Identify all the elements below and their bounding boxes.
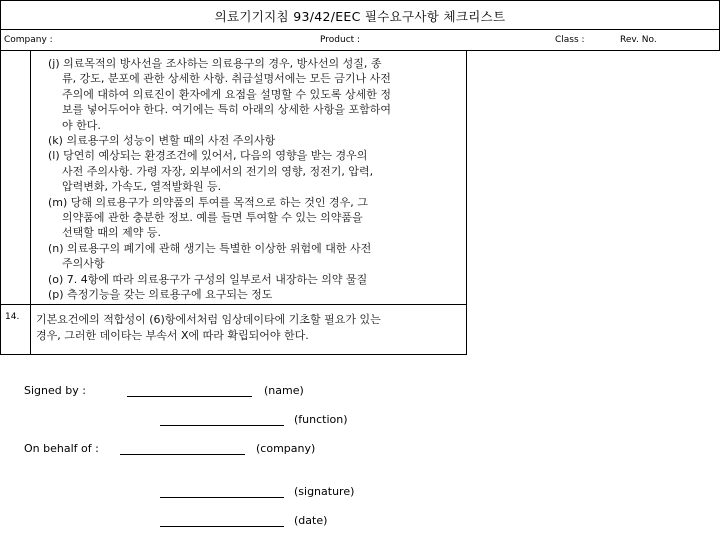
section-13-line-12: 선택할 때의 제약 등. xyxy=(62,226,161,240)
class-label: Class : xyxy=(555,35,585,45)
function-caption: (function) xyxy=(294,413,348,426)
name-line[interactable] xyxy=(127,396,252,397)
section-13-line-10: (m) 당해 의료용구가 의약품의 투여를 목적으로 하는 것인 경우, 그 xyxy=(48,195,368,209)
section-13-line-1: (j) 의료목적의 방사선을 조사하는 의료용구의 경우, 방사선의 성질, 종 xyxy=(48,57,382,70)
company-caption: (company) xyxy=(256,442,316,455)
table-text-column-divider xyxy=(466,50,467,355)
table-bottom-border xyxy=(0,354,467,355)
section-13-line-15: (o) 7. 4항에 따라 의료용구가 구성의 일부로서 내장하는 의약 물질 xyxy=(48,272,368,286)
section-13-line-3: 주의에 대하여 의료진이 환자에게 요점을 설명할 수 있도록 상세한 정 xyxy=(62,87,391,101)
product-label: Product : xyxy=(320,35,361,45)
table-number-column-divider xyxy=(30,50,31,355)
date-line[interactable] xyxy=(160,526,284,527)
section-13-line-9: 압력변화, 가속도, 열적발화원 등. xyxy=(62,180,222,194)
section-13-line-8: 사전 주의사항. 가령 자장, 외부에서의 전기의 영향, 정전기, 압력, xyxy=(62,164,374,178)
section-13-line-2: 류, 강도, 분포에 관한 상세한 사항. 취급설명서에는 모든 금기나 사전 xyxy=(62,72,391,86)
name-caption: (name) xyxy=(264,384,304,397)
section-14-line-1: 기본요건에의 적합성이 (6)항에서처럼 임상데이타에 기초할 필요가 있는 xyxy=(36,313,381,326)
section-13-line-11: 의약품에 관한 충분한 정보. 예를 들면 투여할 수 있는 의약품을 xyxy=(62,211,363,224)
section-14-number: 14. xyxy=(5,312,20,322)
page-title: 의료기기지침 93/42/EEC 필수요구사항 체크리스트 xyxy=(214,9,506,24)
company-label: Company : xyxy=(4,35,53,45)
section-13-line-13: (n) 의료용구의 폐기에 관해 생기는 특별한 이상한 위험에 대한 사전 xyxy=(48,241,372,255)
rev-no-label: Rev. No. xyxy=(620,35,657,45)
table-left-border xyxy=(0,50,1,355)
section-14-line-2: 경우, 그러한 데이타는 부속서 X에 따라 확립되어야 한다. xyxy=(36,329,309,342)
signed-by-label: Signed by : xyxy=(24,384,86,397)
row-divider xyxy=(0,304,467,305)
section-13-line-16: (p) 측정기능을 갖는 의료용구에 요구되는 정도 xyxy=(48,288,273,301)
section-13-line-6: (k) 의료용구의 성능이 변할 때의 사전 주의사항 xyxy=(48,134,276,147)
date-caption: (date) xyxy=(294,514,328,527)
on-behalf-of-label: On behalf of : xyxy=(24,442,99,455)
signature-line[interactable] xyxy=(160,497,284,498)
section-13-line-7: (l) 당연히 예상되는 환경조건에 있어서, 다음의 영향을 받는 경우의 xyxy=(48,149,368,163)
signature-caption: (signature) xyxy=(294,485,355,498)
section-13-line-4: 보를 넣어두어야 한다. 여기에는 특히 아래의 상세한 사항을 포함하여 xyxy=(62,103,391,117)
company-line[interactable] xyxy=(120,454,245,455)
section-13-line-5: 야 한다. xyxy=(62,118,101,132)
section-13-line-14: 주의사항 xyxy=(62,257,105,271)
function-line[interactable] xyxy=(160,425,284,426)
